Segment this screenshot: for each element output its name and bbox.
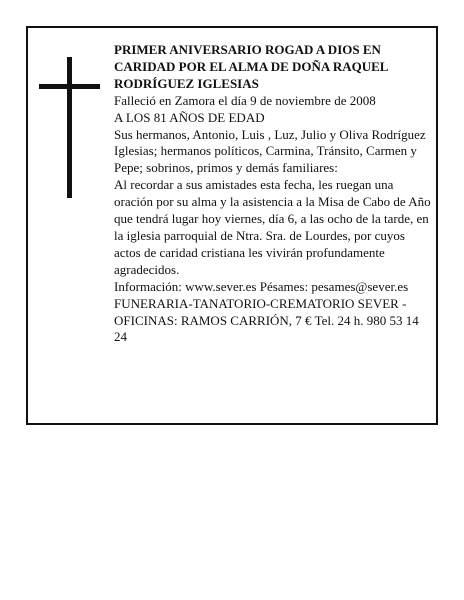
family-list: Sus hermanos, Antonio, Luis , Luz, Julio y Oliva Rodríguez Iglesias; hermanos políticos, Carmina, Tránsito, Carmen y Pepe; sobrinos, primos y demás familiares: <box>114 126 426 176</box>
notice-body <box>114 42 432 346</box>
death-info: Falleció en Zamora el día 9 de noviembre de 2008 <box>114 92 376 108</box>
cross-vertical-bar <box>67 57 72 198</box>
notice-headline: PRIMER ANIVERSARIO ROGAD A DIOS EN CARIDAD POR EL ALMA DE DOÑA RAQUEL RODRÍGUEZ IGLESIAS <box>114 42 388 91</box>
age-at-death: A LOS 81 AÑOS DE EDAD <box>114 109 265 125</box>
obituary-notice <box>26 26 438 425</box>
contact-info: Información: www.sever.es Pésames: pesames@sever.es <box>114 278 409 294</box>
mass-message: Al recordar a sus amistades esta fecha, les ruegan una oración por su alma y la asistencia a la Misa de Cabo de Año que tendrá lugar hoy viernes, día 6, a las ocho de la tarde, en la iglesia parroquial de Ntra. Sra. de Lourdes, por cuyos actos de caridad cristiana les vivirán profundamente agradecidos. <box>114 177 431 277</box>
funeral-home-info: FUNERARIA-TANATORIO-CREMATORIO SEVER - OFICINAS: RAMOS CARRIÓN, 7 € Tel. 24 h. 980 53 14 24 <box>114 295 419 345</box>
cross-horizontal-bar <box>39 84 100 89</box>
